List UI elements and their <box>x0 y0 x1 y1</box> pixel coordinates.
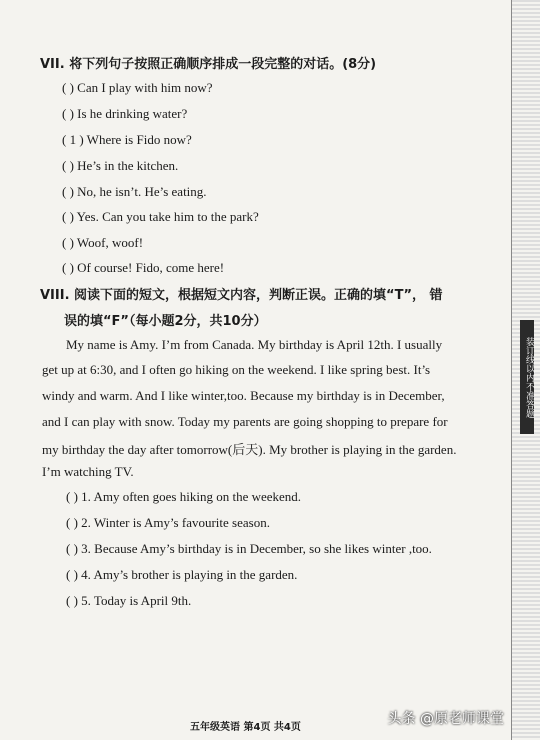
passage-line-1: My name is Amy. I’m from Canada. My birthday is April 12th. I usually <box>66 337 443 352</box>
s7-item-8: ( ) Of course! Fido, come here! <box>62 260 225 275</box>
s7-item-5: ( ) No, he isn’t. He’s eating. <box>62 184 207 199</box>
s7-item-7: ( ) Woof, woof! <box>62 235 144 250</box>
margin-seal-text: 装订线以内不准答题 <box>520 320 534 434</box>
s7-item-6: ( ) Yes. Can you take him to the park? <box>62 209 259 224</box>
s7-item-1: ( ) Can I play with him now? <box>62 80 213 95</box>
s8-question-5: ( ) 5. Today is April 9th. <box>66 593 192 608</box>
passage-line-3: windy and warm. And I like winter,too. Because my birthday is in December, <box>42 388 445 403</box>
s8-question-2: ( ) 2. Winter is Amy’s favourite season. <box>66 515 270 530</box>
s7-item-3: ( 1 ) Where is Fido now? <box>62 132 192 147</box>
s8-question-3: ( ) 3. Because Amy’s birthday is in December, so she likes winter ,too. <box>66 541 432 556</box>
watermark: 头条 @原老师课堂 <box>387 711 504 727</box>
passage-line-4: and I can play with snow. Today my parents are going shopping to prepare for <box>42 414 448 429</box>
section8-title-line1: VIII. 阅读下面的短文，根据短文内容，判断正误。正确的填“T”， 错 <box>40 288 443 303</box>
s8-question-1: ( ) 1. Amy often goes hiking on the weekend. <box>66 489 302 504</box>
page-footer: 五年级英语 第4页 共4页 <box>190 722 301 733</box>
passage-line-2: get up at 6:30, and I often go hiking on the weekend. I like spring best. It’s <box>42 362 431 377</box>
passage-line-6: I’m watching TV. <box>42 464 134 479</box>
section7-title: VII. 将下列句子按照正确顺序排成一段完整的对话。(8分) <box>40 57 377 72</box>
s7-item-4: ( ) He’s in the kitchen. <box>62 158 179 173</box>
section8-title-line2: 误的填“F”（每小题2分，共10分） <box>64 314 267 329</box>
passage-line-5: my birthday the day after tomorrow(后天). My brother is playing in the garden. <box>42 442 457 457</box>
s8-question-4: ( ) 4. Amy’s brother is playing in the garden. <box>66 567 298 582</box>
s7-item-2: ( ) Is he drinking water? <box>62 106 188 121</box>
